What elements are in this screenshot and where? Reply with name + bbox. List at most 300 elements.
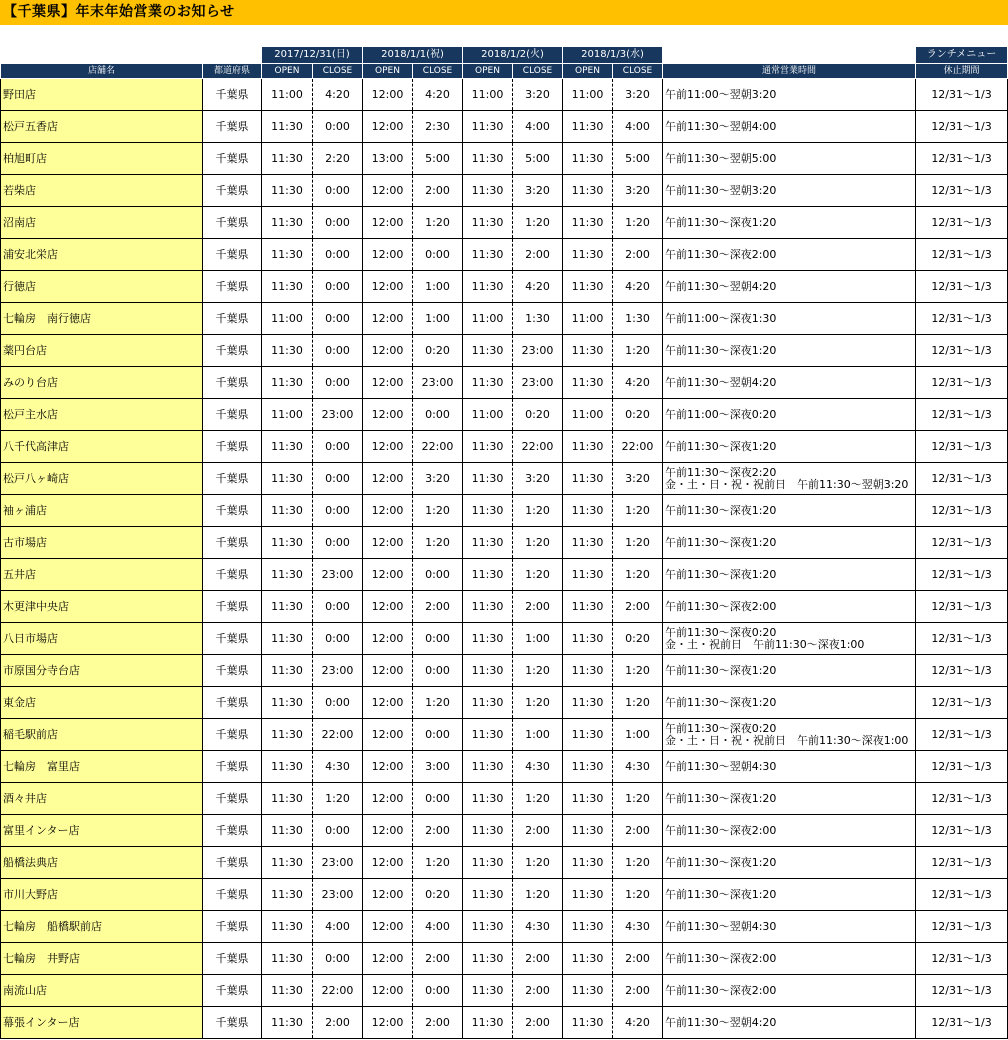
close-time-cell: 2:00 [513, 943, 563, 975]
open-time-cell: 11:30 [563, 495, 613, 527]
hours-line: 午前11:30～深夜1:20 [665, 439, 777, 453]
close-time-cell: 0:00 [413, 655, 463, 687]
open-time-cell: 11:30 [262, 367, 313, 399]
date-header-2: 2018/1/1(祝) [363, 47, 463, 64]
close-time-cell: 0:00 [313, 495, 363, 527]
open-time-cell: 11:30 [262, 527, 313, 559]
close-time-cell: 0:00 [413, 239, 463, 271]
table-row [1, 687, 1008, 719]
table-row [1, 783, 1008, 815]
normal-hours-header: 通常営業時間 [663, 64, 916, 79]
open-time-cell: 11:30 [563, 559, 613, 591]
close-time-cell: 23:00 [313, 399, 363, 431]
close-time-cell: 2:00 [413, 591, 463, 623]
open-time-cell: 11:30 [262, 815, 313, 847]
open-time-cell: 11:30 [463, 495, 513, 527]
hours-line: 午前11:30～深夜1:20 [665, 791, 777, 805]
hours-line: 午前11:30～翌朝3:20 [665, 183, 777, 197]
prefecture-cell: 千葉県 [203, 175, 262, 207]
close-time-cell: 3:20 [413, 463, 463, 495]
normal-hours-cell [663, 559, 916, 591]
table-row [1, 271, 1008, 303]
close-time-cell: 0:00 [313, 111, 363, 143]
close-time-cell: 1:00 [613, 719, 663, 751]
table-row [1, 399, 1008, 431]
close-time-cell: 2:00 [413, 1007, 463, 1039]
normal-hours-cell [663, 655, 916, 687]
close-time-cell: 0:20 [513, 399, 563, 431]
close-time-cell: 4:30 [313, 751, 363, 783]
store-name-cell: 富里インター店 [1, 815, 203, 847]
close-time-cell: 1:20 [313, 783, 363, 815]
prefecture-cell: 千葉県 [203, 431, 262, 463]
open-time-cell: 11:30 [262, 175, 313, 207]
close-time-cell: 1:20 [613, 527, 663, 559]
open-time-cell: 11:00 [262, 399, 313, 431]
hours-line: 金・土・日・祝・祝前日 午前11:30～深夜1:00 [665, 733, 909, 747]
table-row [1, 751, 1008, 783]
close-time-cell: 4:30 [613, 911, 663, 943]
table-row [1, 207, 1008, 239]
open-time-cell: 12:00 [363, 879, 413, 911]
close-time-cell: 0:00 [313, 367, 363, 399]
open-header-4: OPEN [563, 64, 613, 79]
hours-line: 午前11:30～翌朝4:20 [665, 1015, 777, 1029]
open-time-cell: 11:30 [463, 623, 513, 655]
normal-hours-cell [663, 111, 916, 143]
close-time-cell: 1:20 [513, 495, 563, 527]
close-time-cell: 4:20 [613, 271, 663, 303]
prefecture-cell: 千葉県 [203, 879, 262, 911]
normal-hours-cell [663, 175, 916, 207]
open-time-cell: 12:00 [363, 719, 413, 751]
open-time-cell: 11:30 [563, 815, 613, 847]
store-name-cell: 七輪房 富里店 [1, 751, 203, 783]
lunch-pause-cell: 12/31～1/3 [916, 943, 1008, 975]
open-time-cell: 11:30 [262, 751, 313, 783]
open-time-cell: 11:30 [463, 719, 513, 751]
open-time-cell: 12:00 [363, 495, 413, 527]
hours-line: 午前11:00～深夜1:30 [665, 311, 777, 325]
normal-hours-cell [663, 463, 916, 495]
store-name-cell: 行徳店 [1, 271, 203, 303]
close-time-cell: 1:20 [513, 559, 563, 591]
close-time-cell: 22:00 [513, 431, 563, 463]
open-time-cell: 11:30 [262, 623, 313, 655]
close-time-cell: 1:20 [613, 879, 663, 911]
close-time-cell: 2:00 [613, 591, 663, 623]
header-spacer-hours [663, 47, 916, 64]
close-time-cell: 23:00 [313, 655, 363, 687]
table-row [1, 591, 1008, 623]
table-row [1, 879, 1008, 911]
close-time-cell: 0:00 [313, 463, 363, 495]
open-time-cell: 11:30 [262, 335, 313, 367]
close-time-cell: 0:00 [313, 239, 363, 271]
close-time-cell: 1:20 [513, 879, 563, 911]
prefecture-cell: 千葉県 [203, 687, 262, 719]
lunch-pause-cell: 12/31～1/3 [916, 335, 1008, 367]
close-time-cell: 1:20 [513, 527, 563, 559]
open-time-cell: 11:30 [563, 591, 613, 623]
lunch-pause-cell: 12/31～1/3 [916, 591, 1008, 623]
table-row [1, 367, 1008, 399]
open-time-cell: 11:30 [463, 591, 513, 623]
close-time-cell: 0:00 [313, 815, 363, 847]
normal-hours-cell [663, 623, 916, 655]
hours-line: 午前11:30～翌朝4:30 [665, 759, 777, 773]
store-name-cell: 薬円台店 [1, 335, 203, 367]
store-name-cell: 東金店 [1, 687, 203, 719]
close-time-cell: 1:20 [513, 655, 563, 687]
close-time-cell: 0:00 [313, 175, 363, 207]
prefecture-cell: 千葉県 [203, 271, 262, 303]
open-time-cell: 11:30 [262, 143, 313, 175]
open-time-cell: 11:30 [563, 783, 613, 815]
open-time-cell: 11:30 [563, 175, 613, 207]
close-time-cell: 23:00 [513, 367, 563, 399]
close-time-cell: 0:00 [313, 943, 363, 975]
close-time-cell: 1:20 [513, 847, 563, 879]
close-time-cell: 3:20 [613, 463, 663, 495]
close-time-cell: 1:00 [413, 303, 463, 335]
open-time-cell: 11:30 [563, 463, 613, 495]
hours-line: 午前11:30～深夜1:20 [665, 887, 777, 901]
close-time-cell: 0:00 [313, 207, 363, 239]
hours-line: 午前11:30～深夜2:00 [665, 599, 777, 613]
open-time-cell: 12:00 [363, 815, 413, 847]
open-time-cell: 11:30 [262, 655, 313, 687]
open-time-cell: 12:00 [363, 1007, 413, 1039]
prefecture-cell: 千葉県 [203, 463, 262, 495]
close-time-cell: 4:20 [613, 367, 663, 399]
prefecture-cell: 千葉県 [203, 815, 262, 847]
open-time-cell: 11:30 [262, 591, 313, 623]
close-time-cell: 22:00 [413, 431, 463, 463]
open-time-cell: 11:30 [463, 1007, 513, 1039]
table-row [1, 719, 1008, 751]
close-header-3: CLOSE [513, 64, 563, 79]
close-time-cell: 4:00 [613, 111, 663, 143]
open-time-cell: 11:30 [262, 879, 313, 911]
hours-line: 午前11:30～翌朝4:20 [665, 375, 777, 389]
open-time-cell: 11:30 [463, 815, 513, 847]
close-time-cell: 23:00 [313, 559, 363, 591]
store-name-cell: 八日市場店 [1, 623, 203, 655]
close-time-cell: 23:00 [513, 335, 563, 367]
open-time-cell: 12:00 [363, 687, 413, 719]
open-time-cell: 12:00 [363, 847, 413, 879]
lunch-pause-cell: 12/31～1/3 [916, 655, 1008, 687]
close-time-cell: 23:00 [413, 367, 463, 399]
normal-hours-cell [663, 687, 916, 719]
store-name-cell: 稲毛駅前店 [1, 719, 203, 751]
open-time-cell: 11:30 [262, 463, 313, 495]
hours-line: 午前11:30～深夜1:20 [665, 503, 777, 517]
normal-hours-cell [663, 207, 916, 239]
store-name-cell: 八千代高津店 [1, 431, 203, 463]
open-time-cell: 11:30 [262, 559, 313, 591]
normal-hours-cell [663, 79, 916, 111]
store-name-cell: 若柴店 [1, 175, 203, 207]
open-time-cell: 11:00 [563, 303, 613, 335]
close-time-cell: 0:00 [413, 559, 463, 591]
hours-line: 午前11:30～深夜2:00 [665, 247, 777, 261]
table-row [1, 463, 1008, 495]
close-time-cell: 1:00 [513, 623, 563, 655]
open-time-cell: 11:30 [563, 911, 613, 943]
close-time-cell: 2:00 [313, 1007, 363, 1039]
close-time-cell: 2:00 [513, 815, 563, 847]
lunch-pause-cell: 12/31～1/3 [916, 239, 1008, 271]
close-time-cell: 22:00 [613, 431, 663, 463]
store-name-cell: 南流山店 [1, 975, 203, 1007]
close-time-cell: 2:00 [613, 975, 663, 1007]
open-time-cell: 11:30 [563, 367, 613, 399]
open-time-cell: 12:00 [363, 207, 413, 239]
normal-hours-cell [663, 367, 916, 399]
open-time-cell: 11:30 [463, 335, 513, 367]
open-time-cell: 11:30 [563, 143, 613, 175]
close-time-cell: 0:20 [613, 399, 663, 431]
open-time-cell: 11:30 [262, 495, 313, 527]
hours-line: 午前11:30～深夜2:00 [665, 823, 777, 837]
close-time-cell: 0:00 [413, 975, 463, 1007]
store-name-cell: 柏旭町店 [1, 143, 203, 175]
open-time-cell: 12:00 [363, 559, 413, 591]
close-time-cell: 22:00 [313, 975, 363, 1007]
lunch-pause-cell: 12/31～1/3 [916, 623, 1008, 655]
close-time-cell: 5:00 [613, 143, 663, 175]
normal-hours-cell [663, 335, 916, 367]
open-time-cell: 13:00 [363, 143, 413, 175]
store-name-cell: 松戸八ヶ崎店 [1, 463, 203, 495]
open-time-cell: 11:30 [262, 783, 313, 815]
hours-line: 午前11:30～深夜1:20 [665, 343, 777, 357]
close-time-cell: 4:00 [313, 911, 363, 943]
normal-hours-cell [663, 143, 916, 175]
normal-hours-cell [663, 399, 916, 431]
close-time-cell: 4:00 [513, 111, 563, 143]
store-name-cell: 市川大野店 [1, 879, 203, 911]
store-name-cell: 松戸主水店 [1, 399, 203, 431]
prefecture-cell: 千葉県 [203, 1007, 262, 1039]
table-row [1, 815, 1008, 847]
lunch-pause-cell: 12/31～1/3 [916, 975, 1008, 1007]
lunch-pause-cell: 12/31～1/3 [916, 815, 1008, 847]
store-name-cell: 古市場店 [1, 527, 203, 559]
close-time-cell: 2:00 [513, 1007, 563, 1039]
open-time-cell: 11:00 [262, 79, 313, 111]
close-time-cell: 1:20 [613, 847, 663, 879]
open-time-cell: 12:00 [363, 79, 413, 111]
close-time-cell: 1:20 [613, 559, 663, 591]
lunch-pause-cell: 12/31～1/3 [916, 463, 1008, 495]
close-header-4: CLOSE [613, 64, 663, 79]
close-time-cell: 1:20 [613, 687, 663, 719]
close-time-cell: 5:00 [513, 143, 563, 175]
prefecture-cell: 千葉県 [203, 79, 262, 111]
open-time-cell: 11:30 [262, 1007, 313, 1039]
close-time-cell: 4:20 [413, 79, 463, 111]
store-name-cell: 袖ヶ浦店 [1, 495, 203, 527]
lunch-pause-cell: 12/31～1/3 [916, 751, 1008, 783]
open-time-cell: 11:30 [563, 207, 613, 239]
prefecture-cell: 千葉県 [203, 527, 262, 559]
prefecture-cell: 千葉県 [203, 975, 262, 1007]
open-time-cell: 11:30 [463, 911, 513, 943]
close-time-cell: 3:20 [613, 175, 663, 207]
normal-hours-cell [663, 303, 916, 335]
open-time-cell: 11:30 [262, 975, 313, 1007]
open-time-cell: 11:30 [563, 239, 613, 271]
normal-hours-cell [663, 879, 916, 911]
open-time-cell: 11:00 [463, 79, 513, 111]
close-time-cell: 3:20 [513, 463, 563, 495]
close-time-cell: 1:20 [513, 687, 563, 719]
table-row [1, 943, 1008, 975]
open-time-cell: 11:00 [262, 303, 313, 335]
table-row [1, 111, 1008, 143]
date-header-3: 2018/1/2(火) [463, 47, 563, 64]
table-row [1, 655, 1008, 687]
lunch-pause-cell: 12/31～1/3 [916, 367, 1008, 399]
open-time-cell: 11:30 [563, 623, 613, 655]
hours-line: 午前11:30～深夜1:20 [665, 663, 777, 677]
lunch-pause-cell: 12/31～1/3 [916, 911, 1008, 943]
open-time-cell: 12:00 [363, 943, 413, 975]
open-time-cell: 11:30 [262, 911, 313, 943]
lunch-pause-cell: 12/31～1/3 [916, 431, 1008, 463]
open-time-cell: 11:30 [463, 463, 513, 495]
store-name-cell: 七輪房 船橋駅前店 [1, 911, 203, 943]
close-time-cell: 0:00 [413, 623, 463, 655]
close-time-cell: 0:00 [313, 591, 363, 623]
close-time-cell: 2:20 [313, 143, 363, 175]
close-time-cell: 3:20 [513, 175, 563, 207]
open-time-cell: 11:00 [563, 399, 613, 431]
store-name-cell: 市原国分寺台店 [1, 655, 203, 687]
open-time-cell: 12:00 [363, 783, 413, 815]
normal-hours-cell [663, 719, 916, 751]
prefecture-cell: 千葉県 [203, 911, 262, 943]
open-time-cell: 12:00 [363, 239, 413, 271]
prefecture-cell: 千葉県 [203, 207, 262, 239]
hours-line: 午前11:30～翌朝4:30 [665, 919, 777, 933]
open-time-cell: 11:30 [463, 175, 513, 207]
close-time-cell: 1:20 [613, 783, 663, 815]
close-time-cell: 4:20 [313, 79, 363, 111]
prefecture-column-header: 都道府県 [203, 64, 262, 79]
close-time-cell: 1:20 [413, 687, 463, 719]
close-time-cell: 2:00 [413, 175, 463, 207]
close-time-cell: 4:30 [513, 911, 563, 943]
lunch-pause-cell: 12/31～1/3 [916, 559, 1008, 591]
open-time-cell: 12:00 [363, 623, 413, 655]
open-time-cell: 11:30 [262, 239, 313, 271]
open-time-cell: 11:30 [563, 847, 613, 879]
open-time-cell: 11:30 [563, 271, 613, 303]
date-header-1: 2017/12/31(日) [262, 47, 363, 64]
open-time-cell: 12:00 [363, 111, 413, 143]
hours-line: 午前11:30～深夜1:20 [665, 567, 777, 581]
table-row [1, 975, 1008, 1007]
store-name-cell: 五井店 [1, 559, 203, 591]
close-time-cell: 1:20 [613, 335, 663, 367]
store-name-cell: みのり台店 [1, 367, 203, 399]
lunch-pause-cell: 12/31～1/3 [916, 79, 1008, 111]
open-time-cell: 12:00 [363, 655, 413, 687]
table-row [1, 303, 1008, 335]
normal-hours-cell [663, 527, 916, 559]
lunch-pause-cell: 12/31～1/3 [916, 687, 1008, 719]
open-time-cell: 11:30 [262, 111, 313, 143]
close-header-1: CLOSE [313, 64, 363, 79]
lunch-pause-cell: 12/31～1/3 [916, 783, 1008, 815]
close-time-cell: 0:00 [313, 623, 363, 655]
open-time-cell: 12:00 [363, 975, 413, 1007]
close-time-cell: 3:20 [513, 79, 563, 111]
open-time-cell: 12:00 [363, 911, 413, 943]
open-time-cell: 12:00 [363, 431, 413, 463]
store-name-cell: 木更津中央店 [1, 591, 203, 623]
open-time-cell: 11:30 [463, 431, 513, 463]
open-time-cell: 11:30 [262, 271, 313, 303]
close-time-cell: 4:00 [413, 911, 463, 943]
close-time-cell: 1:00 [413, 271, 463, 303]
close-time-cell: 1:20 [613, 207, 663, 239]
open-time-cell: 12:00 [363, 591, 413, 623]
close-header-2: CLOSE [413, 64, 463, 79]
hours-line: 午前11:30～深夜1:20 [665, 695, 777, 709]
close-time-cell: 0:00 [313, 527, 363, 559]
close-time-cell: 0:00 [313, 303, 363, 335]
close-time-cell: 3:20 [613, 79, 663, 111]
hours-line: 金・土・日・祝・祝前日 午前11:30～翌朝3:20 [665, 477, 909, 491]
close-time-cell: 4:30 [613, 751, 663, 783]
lunch-pause-cell: 12/31～1/3 [916, 527, 1008, 559]
prefecture-cell: 千葉県 [203, 303, 262, 335]
normal-hours-cell [663, 271, 916, 303]
hours-line: 午前11:30～深夜0:20 [665, 625, 777, 639]
open-time-cell: 11:30 [463, 559, 513, 591]
lunch-pause-cell: 12/31～1/3 [916, 175, 1008, 207]
lunch-pause-cell: 12/31～1/3 [916, 399, 1008, 431]
open-time-cell: 11:30 [463, 847, 513, 879]
store-name-cell: 七輪房 井野店 [1, 943, 203, 975]
close-time-cell: 0:00 [413, 783, 463, 815]
open-time-cell: 11:30 [262, 719, 313, 751]
open-time-cell: 11:30 [563, 527, 613, 559]
table-row [1, 911, 1008, 943]
table-row [1, 431, 1008, 463]
close-time-cell: 2:00 [613, 943, 663, 975]
hours-line: 午前11:30～深夜1:20 [665, 215, 777, 229]
close-time-cell: 1:20 [513, 207, 563, 239]
open-time-cell: 12:00 [363, 303, 413, 335]
table-row [1, 1007, 1008, 1039]
open-header-2: OPEN [363, 64, 413, 79]
hours-line: 午前11:30～深夜2:20 [665, 465, 777, 479]
close-time-cell: 4:20 [513, 271, 563, 303]
lunch-pause-cell: 12/31～1/3 [916, 847, 1008, 879]
prefecture-cell: 千葉県 [203, 111, 262, 143]
hours-line: 午前11:30～翌朝5:00 [665, 151, 777, 165]
close-time-cell: 1:20 [613, 495, 663, 527]
open-time-cell: 11:30 [463, 111, 513, 143]
close-time-cell: 4:30 [513, 751, 563, 783]
open-time-cell: 11:30 [463, 783, 513, 815]
